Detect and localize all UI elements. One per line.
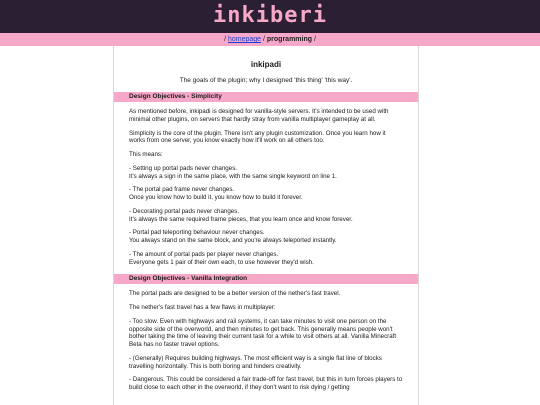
breadcrumb-separator: / [261, 36, 267, 43]
paragraph-line: - Dangerous. This could be considered a fair trade-off for fast travel, but this in turn forces players to build close to each other in the overworld, if they don't want to risk dying / getting [129, 376, 403, 391]
article [113, 46, 419, 405]
paragraph-line: You always stand on the same block, and you're always teleported instantly. [129, 237, 337, 244]
site-logo[interactable]: inkiberi [213, 3, 327, 28]
paragraph [129, 290, 403, 298]
section-heading: Design Objectives - Vanilla Integration [114, 274, 418, 284]
paragraph-line: Everyone gets 1 pair of their own each, to use however they'd wish. [129, 258, 314, 266]
paragraph-line: - Decorating portal pads never changes. [129, 207, 240, 215]
paragraph [129, 229, 403, 245]
paragraph [129, 208, 403, 224]
paragraph [129, 186, 403, 202]
article-sections [114, 92, 418, 392]
paragraph [129, 251, 403, 267]
breadcrumb-separator: / [224, 36, 228, 43]
paragraph-line: The nether's fast travel has a few flaws in multiplayer: [129, 304, 276, 311]
breadcrumb-current: programming [266, 36, 313, 43]
paragraph-line: It's always the same required frame pieces, that you learn once and know forever. [129, 215, 353, 223]
paragraph-line: - (Generally) Requires building highways. The most efficient way is a single flat line of blocks travelling horizontally. This is both boring and hinders creativity. [129, 354, 382, 370]
paragraph [129, 151, 403, 159]
paragraph [129, 355, 403, 371]
section-content [114, 290, 418, 392]
paragraph-line: As mentioned before, inkipadi is designed for vanilla-style servers. It's intended to be used with minimal other plugins, on servers that hardly stray from vanilla multiplayer gameplay at all. [129, 108, 389, 123]
breadcrumb [0, 33, 540, 46]
paragraph-line: - Portal pad teleporting behaviour never changes. [129, 229, 265, 237]
page-intro: The goals of the plugin; why I designed 'this thing' 'this way'. [179, 77, 353, 84]
page-title: inkipadi [250, 60, 282, 69]
section-heading: Design Objectives - Simplicity [114, 92, 418, 102]
breadcrumb-link-homepage[interactable]: homepage [227, 36, 262, 43]
paragraph [129, 165, 403, 181]
paragraph-line: Simplicity is the core of the plugin. There isn't any plugin customization. Once you learn how it works from one server, you know exactly how it'll work on all others too. [129, 129, 386, 145]
breadcrumb-trail: / [312, 36, 316, 43]
paragraph [129, 108, 403, 124]
section-content [114, 108, 418, 266]
paragraph [129, 304, 403, 312]
site-header [0, 0, 540, 33]
paragraph [129, 130, 403, 146]
paragraph-line: The portal pads are designed to be a better version of the nether's fast travel. [129, 290, 341, 298]
paragraph-line: This means: [129, 151, 163, 158]
paragraph-line: - Setting up portal pads never changes. [129, 164, 238, 172]
paragraph-line: It's always a sign in the same place, with the same single keyword on line 1. [129, 172, 337, 180]
paragraph [129, 376, 403, 392]
paragraph-line: Once you know how to build it, you know how to build it forever. [129, 194, 303, 201]
paragraph-line: - Too slow. Even with highways and rail systems, it can take minutes to visit one person on the opposite side of the overworld, and then minutes to get back. This generally means people won't bother taking the time of leaving their current task for a while to visit others at all. Vanilla Minecraft Beta has no faster travel options. [129, 317, 397, 348]
paragraph-line: - The portal pad frame never changes. [129, 186, 235, 194]
paragraph [129, 318, 403, 349]
paragraph-line: - The amount of portal pads per player never changes. [129, 250, 279, 258]
